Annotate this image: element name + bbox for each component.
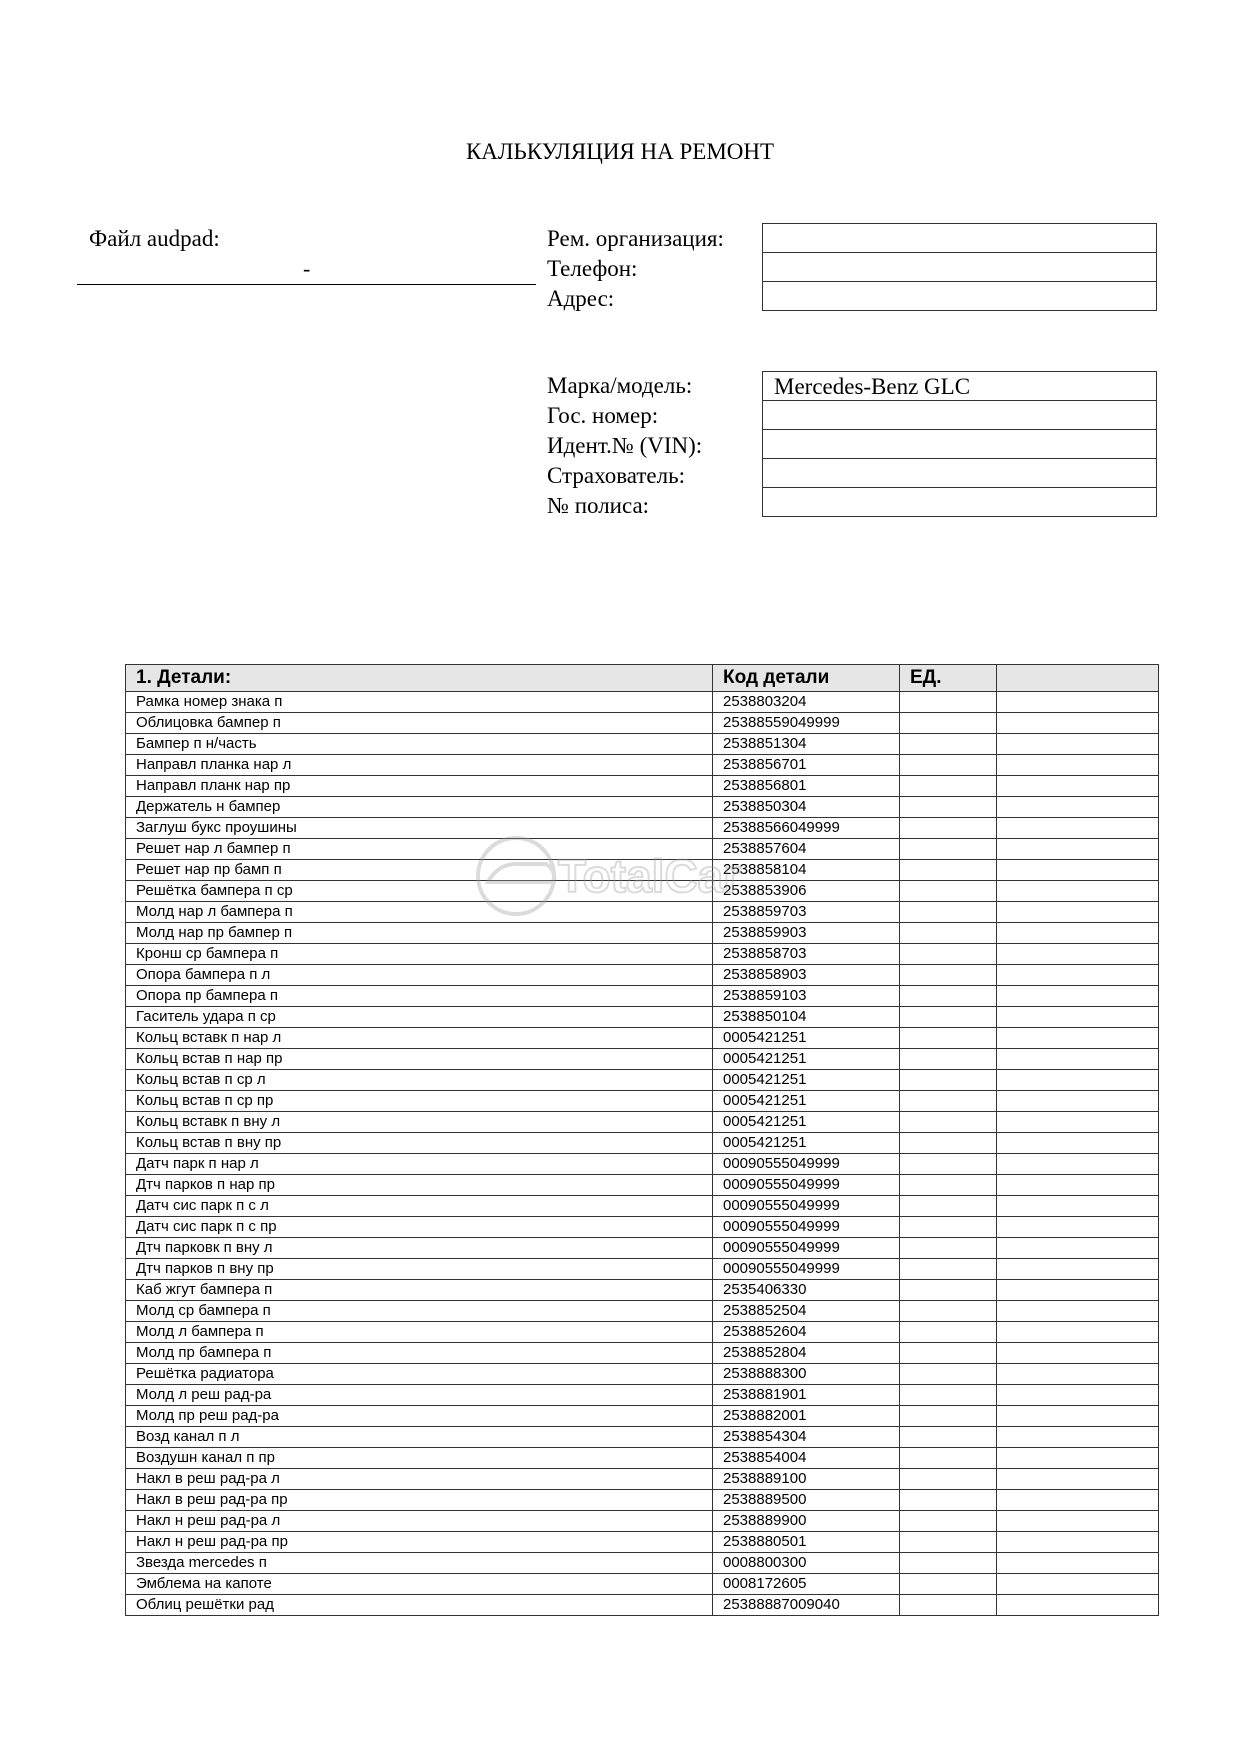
part-code-cell: 25388887009040 (713, 1595, 900, 1616)
part-name-cell: Датч парк п нар л (126, 1154, 713, 1175)
table-row (126, 839, 1159, 860)
unit-cell (900, 818, 997, 839)
part-name-cell: Опора бампера п л (126, 965, 713, 986)
part-code-cell: 2538889900 (713, 1511, 900, 1532)
extra-cell (997, 1469, 1159, 1490)
extra-cell (997, 1343, 1159, 1364)
part-name-cell: Решет нар пр бамп п (126, 860, 713, 881)
table-row (126, 1133, 1159, 1154)
header-parts: 1. Детали: (126, 665, 713, 692)
table-row (126, 1490, 1159, 1511)
insured-label: Страхователь: (547, 463, 685, 488)
extra-cell (997, 1280, 1159, 1301)
table-row (126, 1049, 1159, 1070)
part-name-cell: Дтч парков п нар пр (126, 1175, 713, 1196)
part-name-cell: Накл н реш рад-ра пр (126, 1532, 713, 1553)
extra-cell (997, 1217, 1159, 1238)
extra-cell (997, 881, 1159, 902)
extra-cell (997, 734, 1159, 755)
part-name-cell: Облицовка бампер п (126, 713, 713, 734)
part-code-cell: 0008172605 (713, 1574, 900, 1595)
unit-cell (900, 692, 997, 713)
extra-cell (997, 1049, 1159, 1070)
table-row (126, 713, 1159, 734)
part-name-cell: Кольц вставк п вну л (126, 1112, 713, 1133)
table-row (126, 1595, 1159, 1616)
table-row (126, 1091, 1159, 1112)
table-row (126, 944, 1159, 965)
phone-label: Телефон: (547, 256, 638, 281)
part-code-cell: 2538888300 (713, 1364, 900, 1385)
unit-cell (900, 1511, 997, 1532)
table-row (126, 923, 1159, 944)
table-row (126, 881, 1159, 902)
phone-field[interactable] (762, 252, 1157, 281)
part-code-cell: 0005421251 (713, 1133, 900, 1154)
extra-cell (997, 1259, 1159, 1280)
unit-cell (900, 1196, 997, 1217)
part-code-cell: 2538858703 (713, 944, 900, 965)
part-name-cell: Кольц встав п ср л (126, 1070, 713, 1091)
extra-cell (997, 860, 1159, 881)
extra-cell (997, 1490, 1159, 1511)
header-unit: ЕД. (900, 665, 997, 692)
part-name-cell: Рамка номер знака п (126, 692, 713, 713)
policy-number-label: № полиса: (547, 493, 650, 518)
part-code-cell: 25388566049999 (713, 818, 900, 839)
part-name-cell: Решет нар л бампер п (126, 839, 713, 860)
make-model-label: Марка/модель: (547, 373, 693, 398)
extra-cell (997, 818, 1159, 839)
extra-cell (997, 1427, 1159, 1448)
unit-cell (900, 1259, 997, 1280)
extra-cell (997, 713, 1159, 734)
part-code-cell: 0005421251 (713, 1112, 900, 1133)
extra-cell (997, 965, 1159, 986)
table-row (126, 1469, 1159, 1490)
part-code-cell: 2538881901 (713, 1385, 900, 1406)
part-code-cell: 2538858903 (713, 965, 900, 986)
extra-cell (997, 1595, 1159, 1616)
unit-cell (900, 1364, 997, 1385)
table-row (126, 1364, 1159, 1385)
extra-cell (997, 1091, 1159, 1112)
unit-cell (900, 1007, 997, 1028)
part-code-cell: 00090555049999 (713, 1238, 900, 1259)
table-row (126, 1259, 1159, 1280)
part-name-cell: Кронш ср бампера п (126, 944, 713, 965)
part-name-cell: Держатель н бампер (126, 797, 713, 818)
extra-cell (997, 944, 1159, 965)
table-row (126, 1280, 1159, 1301)
part-name-cell: Звезда mercedes п (126, 1553, 713, 1574)
part-code-cell: 0008800300 (713, 1553, 900, 1574)
table-row (126, 818, 1159, 839)
part-code-cell: 2538851304 (713, 734, 900, 755)
insured-field[interactable] (762, 458, 1157, 487)
extra-cell (997, 1322, 1159, 1343)
address-field[interactable] (762, 281, 1157, 311)
unit-cell (900, 1553, 997, 1574)
unit-cell (900, 1070, 997, 1091)
unit-cell (900, 902, 997, 923)
table-row (126, 1574, 1159, 1595)
table-row (126, 734, 1159, 755)
table-row (126, 1154, 1159, 1175)
part-code-cell: 2538859103 (713, 986, 900, 1007)
part-name-cell: Воздушн канал п пр (126, 1448, 713, 1469)
part-name-cell: Облиц решётки рад (126, 1595, 713, 1616)
part-code-cell: 2538850304 (713, 797, 900, 818)
table-row (126, 1301, 1159, 1322)
parts-table-header (126, 665, 1159, 692)
extra-cell (997, 692, 1159, 713)
unit-cell (900, 1301, 997, 1322)
unit-cell (900, 923, 997, 944)
part-name-cell: Датч сис парк п с пр (126, 1217, 713, 1238)
part-name-cell: Молд нар л бампера п (126, 902, 713, 923)
unit-cell (900, 713, 997, 734)
unit-cell (900, 839, 997, 860)
file-value: - (303, 256, 311, 281)
part-name-cell: Эмблема на капоте (126, 1574, 713, 1595)
part-name-cell: Кольц встав п нар пр (126, 1049, 713, 1070)
part-name-cell: Накл н реш рад-ра л (126, 1511, 713, 1532)
extra-cell (997, 1364, 1159, 1385)
repair-org-labels (547, 224, 724, 314)
table-row (126, 1112, 1159, 1133)
extra-cell (997, 1196, 1159, 1217)
part-code-cell: 2538856701 (713, 755, 900, 776)
part-code-cell: 0005421251 (713, 1028, 900, 1049)
extra-cell (997, 1301, 1159, 1322)
watermark-text: TotalCar (558, 850, 742, 902)
unit-cell (900, 1028, 997, 1049)
part-code-cell: 2538854004 (713, 1448, 900, 1469)
unit-cell (900, 1112, 997, 1133)
table-row (126, 1007, 1159, 1028)
table-row (126, 755, 1159, 776)
part-code-cell: 2538859703 (713, 902, 900, 923)
part-name-cell: Кольц встав п ср пр (126, 1091, 713, 1112)
plate-number-label: Гос. номер: (547, 403, 659, 428)
table-row (126, 1238, 1159, 1259)
part-code-cell: 2538856801 (713, 776, 900, 797)
table-row (126, 1406, 1159, 1427)
extra-cell (997, 923, 1159, 944)
part-name-cell: Датч сис парк п с л (126, 1196, 713, 1217)
part-name-cell: Решётка радиатора (126, 1364, 713, 1385)
extra-cell (997, 1028, 1159, 1049)
unit-cell (900, 776, 997, 797)
part-code-cell: 2538857604 (713, 839, 900, 860)
unit-cell (900, 881, 997, 902)
file-underline (77, 284, 536, 285)
vehicle-labels (547, 371, 702, 521)
extra-cell (997, 1574, 1159, 1595)
part-name-cell: Каб жгут бампера п (126, 1280, 713, 1301)
unit-cell (900, 1322, 997, 1343)
part-code-cell: 2538889500 (713, 1490, 900, 1511)
file-label: Файл audpad: (89, 226, 220, 251)
part-code-cell: 2538803204 (713, 692, 900, 713)
extra-cell (997, 755, 1159, 776)
extra-cell (997, 1448, 1159, 1469)
unit-cell (900, 734, 997, 755)
table-row (126, 1217, 1159, 1238)
extra-cell (997, 797, 1159, 818)
vehicle-fields (762, 371, 1157, 517)
unit-cell (900, 1217, 997, 1238)
extra-cell (997, 902, 1159, 923)
table-row (126, 965, 1159, 986)
part-name-cell: Молд пр реш рад-ра (126, 1406, 713, 1427)
policy-number-field[interactable] (762, 487, 1157, 517)
table-row (126, 986, 1159, 1007)
table-row (126, 1343, 1159, 1364)
unit-cell (900, 797, 997, 818)
part-name-cell: Накл в реш рад-ра пр (126, 1490, 713, 1511)
make-model-field[interactable]: Mercedes-Benz GLC (762, 371, 1157, 400)
extra-cell (997, 1112, 1159, 1133)
part-code-cell: 2538889100 (713, 1469, 900, 1490)
extra-cell (997, 839, 1159, 860)
header-part-code: Код детали (713, 665, 900, 692)
unit-cell (900, 1448, 997, 1469)
part-name-cell: Кольц встав п вну пр (126, 1133, 713, 1154)
unit-cell (900, 1385, 997, 1406)
table-row (126, 1448, 1159, 1469)
part-name-cell: Дтч парковк п вну л (126, 1238, 713, 1259)
part-code-cell: 2538852604 (713, 1322, 900, 1343)
part-name-cell: Гаситель удара п ср (126, 1007, 713, 1028)
part-name-cell: Дтч парков п вну пр (126, 1259, 713, 1280)
part-name-cell: Молд пр бампера п (126, 1343, 713, 1364)
extra-cell (997, 1175, 1159, 1196)
extra-cell (997, 1511, 1159, 1532)
extra-cell (997, 1532, 1159, 1553)
unit-cell (900, 1574, 997, 1595)
unit-cell (900, 1280, 997, 1301)
extra-cell (997, 1406, 1159, 1427)
extra-cell (997, 986, 1159, 1007)
extra-cell (997, 1133, 1159, 1154)
extra-cell (997, 1238, 1159, 1259)
plate-number-field[interactable] (762, 400, 1157, 429)
part-code-cell: 0005421251 (713, 1091, 900, 1112)
part-code-cell: 0005421251 (713, 1049, 900, 1070)
part-code-cell: 2538852804 (713, 1343, 900, 1364)
table-row (126, 1175, 1159, 1196)
part-name-cell: Бампер п н/часть (126, 734, 713, 755)
part-code-cell: 2538850104 (713, 1007, 900, 1028)
table-row (126, 1385, 1159, 1406)
unit-cell (900, 1343, 997, 1364)
table-row (126, 902, 1159, 923)
unit-cell (900, 1406, 997, 1427)
table-row (126, 1532, 1159, 1553)
table-row (126, 1196, 1159, 1217)
table-row (126, 1427, 1159, 1448)
vin-field[interactable] (762, 429, 1157, 458)
unit-cell (900, 1490, 997, 1511)
parts-table (125, 664, 1159, 1616)
part-code-cell: 00090555049999 (713, 1175, 900, 1196)
part-name-cell: Молд л реш рад-ра (126, 1385, 713, 1406)
unit-cell (900, 1238, 997, 1259)
extra-cell (997, 776, 1159, 797)
unit-cell (900, 1469, 997, 1490)
part-name-cell: Молд нар пр бампер п (126, 923, 713, 944)
table-row (126, 1028, 1159, 1049)
part-code-cell: 2538859903 (713, 923, 900, 944)
part-code-cell: 00090555049999 (713, 1259, 900, 1280)
part-name-cell: Направл планка нар л (126, 755, 713, 776)
part-code-cell: 25388559049999 (713, 713, 900, 734)
address-label: Адрес: (547, 286, 615, 311)
part-code-cell: 0005421251 (713, 1070, 900, 1091)
unit-cell (900, 1595, 997, 1616)
table-row (126, 1322, 1159, 1343)
extra-cell (997, 1154, 1159, 1175)
part-code-cell: 2538852504 (713, 1301, 900, 1322)
unit-cell (900, 1532, 997, 1553)
header-extra (997, 665, 1159, 692)
part-name-cell: Молд л бампера п (126, 1322, 713, 1343)
part-code-cell: 00090555049999 (713, 1217, 900, 1238)
unit-cell (900, 755, 997, 776)
unit-cell (900, 986, 997, 1007)
part-name-cell: Молд ср бампера п (126, 1301, 713, 1322)
part-code-cell: 2535406330 (713, 1280, 900, 1301)
part-code-cell: 2538853906 (713, 881, 900, 902)
table-row (126, 860, 1159, 881)
unit-cell (900, 965, 997, 986)
part-code-cell: 2538854304 (713, 1427, 900, 1448)
extra-cell (997, 1553, 1159, 1574)
table-row (126, 1511, 1159, 1532)
unit-cell (900, 1427, 997, 1448)
unit-cell (900, 1133, 997, 1154)
table-row (126, 1070, 1159, 1091)
part-code-cell: 2538858104 (713, 860, 900, 881)
part-code-cell: 00090555049999 (713, 1196, 900, 1217)
vin-label: Идент.№ (VIN): (547, 433, 703, 458)
repair-org-field[interactable] (762, 223, 1157, 252)
table-row (126, 1553, 1159, 1574)
part-code-cell: 2538882001 (713, 1406, 900, 1427)
part-name-cell: Кольц вставк п нар л (126, 1028, 713, 1049)
unit-cell (900, 1049, 997, 1070)
part-code-cell: 2538880501 (713, 1532, 900, 1553)
part-name-cell: Накл в реш рад-ра л (126, 1469, 713, 1490)
table-row (126, 692, 1159, 713)
extra-cell (997, 1385, 1159, 1406)
unit-cell (900, 1091, 997, 1112)
page-title: КАЛЬКУЛЯЦИЯ НА РЕМОНТ (465, 139, 775, 164)
table-row (126, 797, 1159, 818)
part-name-cell: Возд канал п л (126, 1427, 713, 1448)
extra-cell (997, 1070, 1159, 1091)
part-name-cell: Решётка бампера п ср (126, 881, 713, 902)
unit-cell (900, 860, 997, 881)
unit-cell (900, 1175, 997, 1196)
unit-cell (900, 1154, 997, 1175)
table-row (126, 776, 1159, 797)
repair-org-label: Рем. организация: (547, 226, 724, 251)
repair-org-fields (762, 223, 1157, 311)
part-code-cell: 00090555049999 (713, 1154, 900, 1175)
parts-table-body (126, 692, 1159, 1616)
part-name-cell: Направл планк нар пр (126, 776, 713, 797)
extra-cell (997, 1007, 1159, 1028)
unit-cell (900, 944, 997, 965)
part-name-cell: Заглуш букс проушины (126, 818, 713, 839)
part-name-cell: Опора пр бампера п (126, 986, 713, 1007)
